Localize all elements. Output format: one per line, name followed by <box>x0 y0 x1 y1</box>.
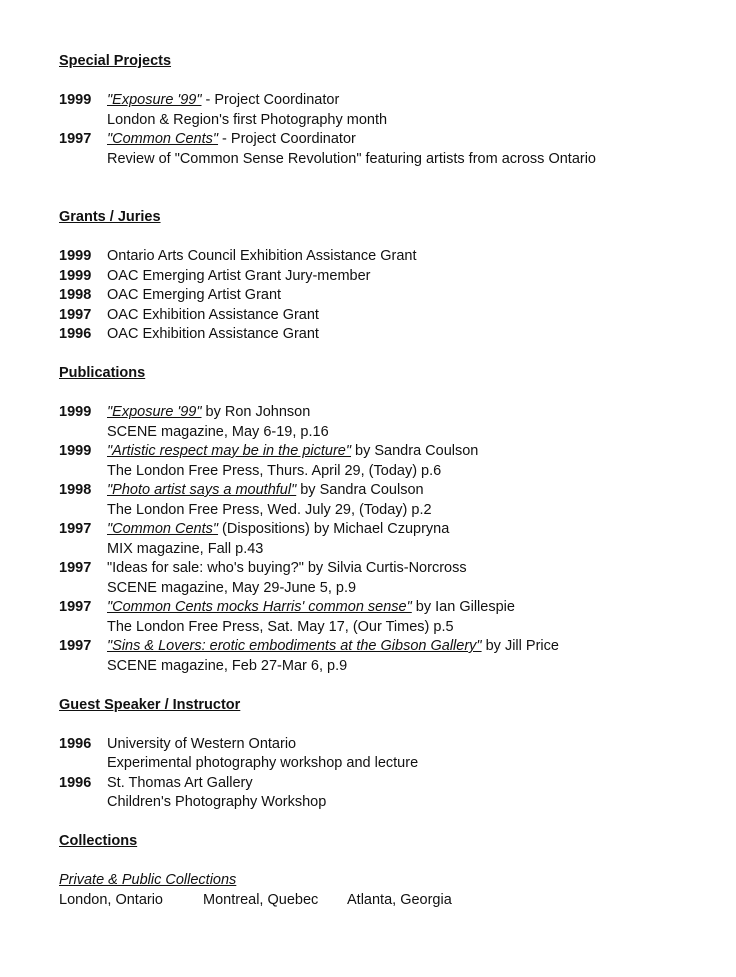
entry-role: - Project Coordinator <box>201 92 340 108</box>
entry-text: OAC Emerging Artist Grant <box>107 287 282 303</box>
special-projects-list <box>59 91 699 169</box>
entry-year: 1997 <box>59 521 92 537</box>
entry-title: "Sins & Lovers: erotic embodiments at the Gibson Gallery" <box>107 638 482 654</box>
entry-year: 1999 <box>59 248 92 264</box>
entry-year: 1996 <box>59 326 92 342</box>
list-item <box>59 520 699 559</box>
entry-text: OAC Exhibition Assistance Grant <box>107 306 319 323</box>
entry-title: "Exposure '99" <box>107 92 202 108</box>
entry-text: OAC Emerging Artist Grant Jury-member <box>107 267 371 284</box>
entry-description: London & Region's first Photography month <box>107 111 388 128</box>
entry-year: 1997 <box>59 131 92 147</box>
entry-role: - Project Coordinator <box>218 131 356 147</box>
publications-heading: Publications <box>59 365 146 381</box>
list-item <box>59 559 699 598</box>
entry-author: by Sandra Coulson <box>296 482 424 498</box>
entry-source: The London Free Press, Wed. July 29, (Today) p.2 <box>107 501 432 518</box>
entry-source: SCENE magazine, May 29-June 5, p.9 <box>107 579 357 596</box>
list-item <box>59 637 699 676</box>
entry-title: "Exposure '99" <box>107 404 202 420</box>
entry-title: "Common Cents" <box>107 521 219 537</box>
entry-institution: St. Thomas Art Gallery <box>107 774 253 791</box>
special-projects-heading: Special Projects <box>59 53 172 69</box>
entry-description: Children's Photography Workshop <box>107 794 327 810</box>
entry-source: The London Free Press, Thurs. April 29, (Today) p.6 <box>107 462 442 479</box>
list-item <box>59 481 699 520</box>
publications-list <box>59 403 699 676</box>
entry-source: MIX magazine, Fall p.43 <box>107 540 264 557</box>
entry-title: "Artistic respect may be in the picture" <box>107 443 352 459</box>
list-item <box>59 267 699 287</box>
entry-source: SCENE magazine, May 6-19, p.16 <box>107 423 329 440</box>
entry-year: 1997 <box>59 638 92 654</box>
collection-city: Atlanta, Georgia <box>347 891 452 908</box>
list-item <box>59 306 699 326</box>
list-item <box>59 286 699 306</box>
entry-description: Experimental photography workshop and lecture <box>107 755 419 771</box>
entry-year: 1997 <box>59 560 92 576</box>
entry-year: 1999 <box>59 267 92 284</box>
entry-year: 1996 <box>59 735 92 752</box>
list-item <box>59 598 699 637</box>
entry-author: by Jill Price <box>481 638 559 654</box>
list-item <box>59 735 699 774</box>
entry-title-author: "Ideas for sale: who's buying?" by Silvia Curtis-Norcross <box>107 560 467 576</box>
list-item <box>59 91 699 130</box>
entry-author: (Dispositions) by Michael Czupryna <box>218 521 450 537</box>
collection-city: London, Ontario <box>59 891 163 908</box>
entry-year: 1998 <box>59 482 92 498</box>
entry-title: "Common Cents" <box>107 131 219 147</box>
list-item <box>59 130 699 169</box>
entry-institution: University of Western Ontario <box>107 735 297 752</box>
list-item <box>59 247 699 267</box>
list-item <box>59 403 699 442</box>
guest-speaker-list <box>59 735 699 813</box>
entry-author: by Ian Gillespie <box>411 599 515 615</box>
collection-city: Montreal, Quebec <box>203 891 319 908</box>
entry-title: "Common Cents mocks Harris' common sense" <box>107 599 412 615</box>
entry-text: Ontario Arts Council Exhibition Assistance Grant <box>107 248 417 264</box>
entry-year: 1998 <box>59 287 92 303</box>
entry-text: OAC Exhibition Assistance Grant <box>107 326 319 342</box>
grants-heading: Grants / Juries <box>59 209 161 225</box>
entry-author: by Ron Johnson <box>201 404 311 420</box>
list-item <box>59 774 699 813</box>
guest-speaker-heading: Guest Speaker / Instructor <box>59 696 241 713</box>
entry-year: 1997 <box>59 306 92 323</box>
entry-title: "Photo artist says a mouthful" <box>107 482 297 498</box>
entry-author: by Sandra Coulson <box>351 443 479 459</box>
list-item <box>59 442 699 481</box>
entry-source: SCENE magazine, Feb 27-Mar 6, p.9 <box>107 657 348 674</box>
resume-page <box>59 52 699 910</box>
entry-year: 1999 <box>59 404 92 420</box>
collections-subheading: Private & Public Collections <box>59 872 237 888</box>
entry-year: 1996 <box>59 774 92 791</box>
entry-source: The London Free Press, Sat. May 17, (Our Times) p.5 <box>107 618 454 635</box>
entry-year: 1997 <box>59 599 92 615</box>
entry-year: 1999 <box>59 92 92 108</box>
list-item <box>59 325 699 345</box>
collections-heading: Collections <box>59 833 138 849</box>
grants-list <box>59 247 699 345</box>
entry-description: Review of "Common Sense Revolution" featuring artists from across Ontario <box>107 150 596 167</box>
entry-year: 1999 <box>59 443 92 459</box>
collections-cities <box>59 891 699 911</box>
